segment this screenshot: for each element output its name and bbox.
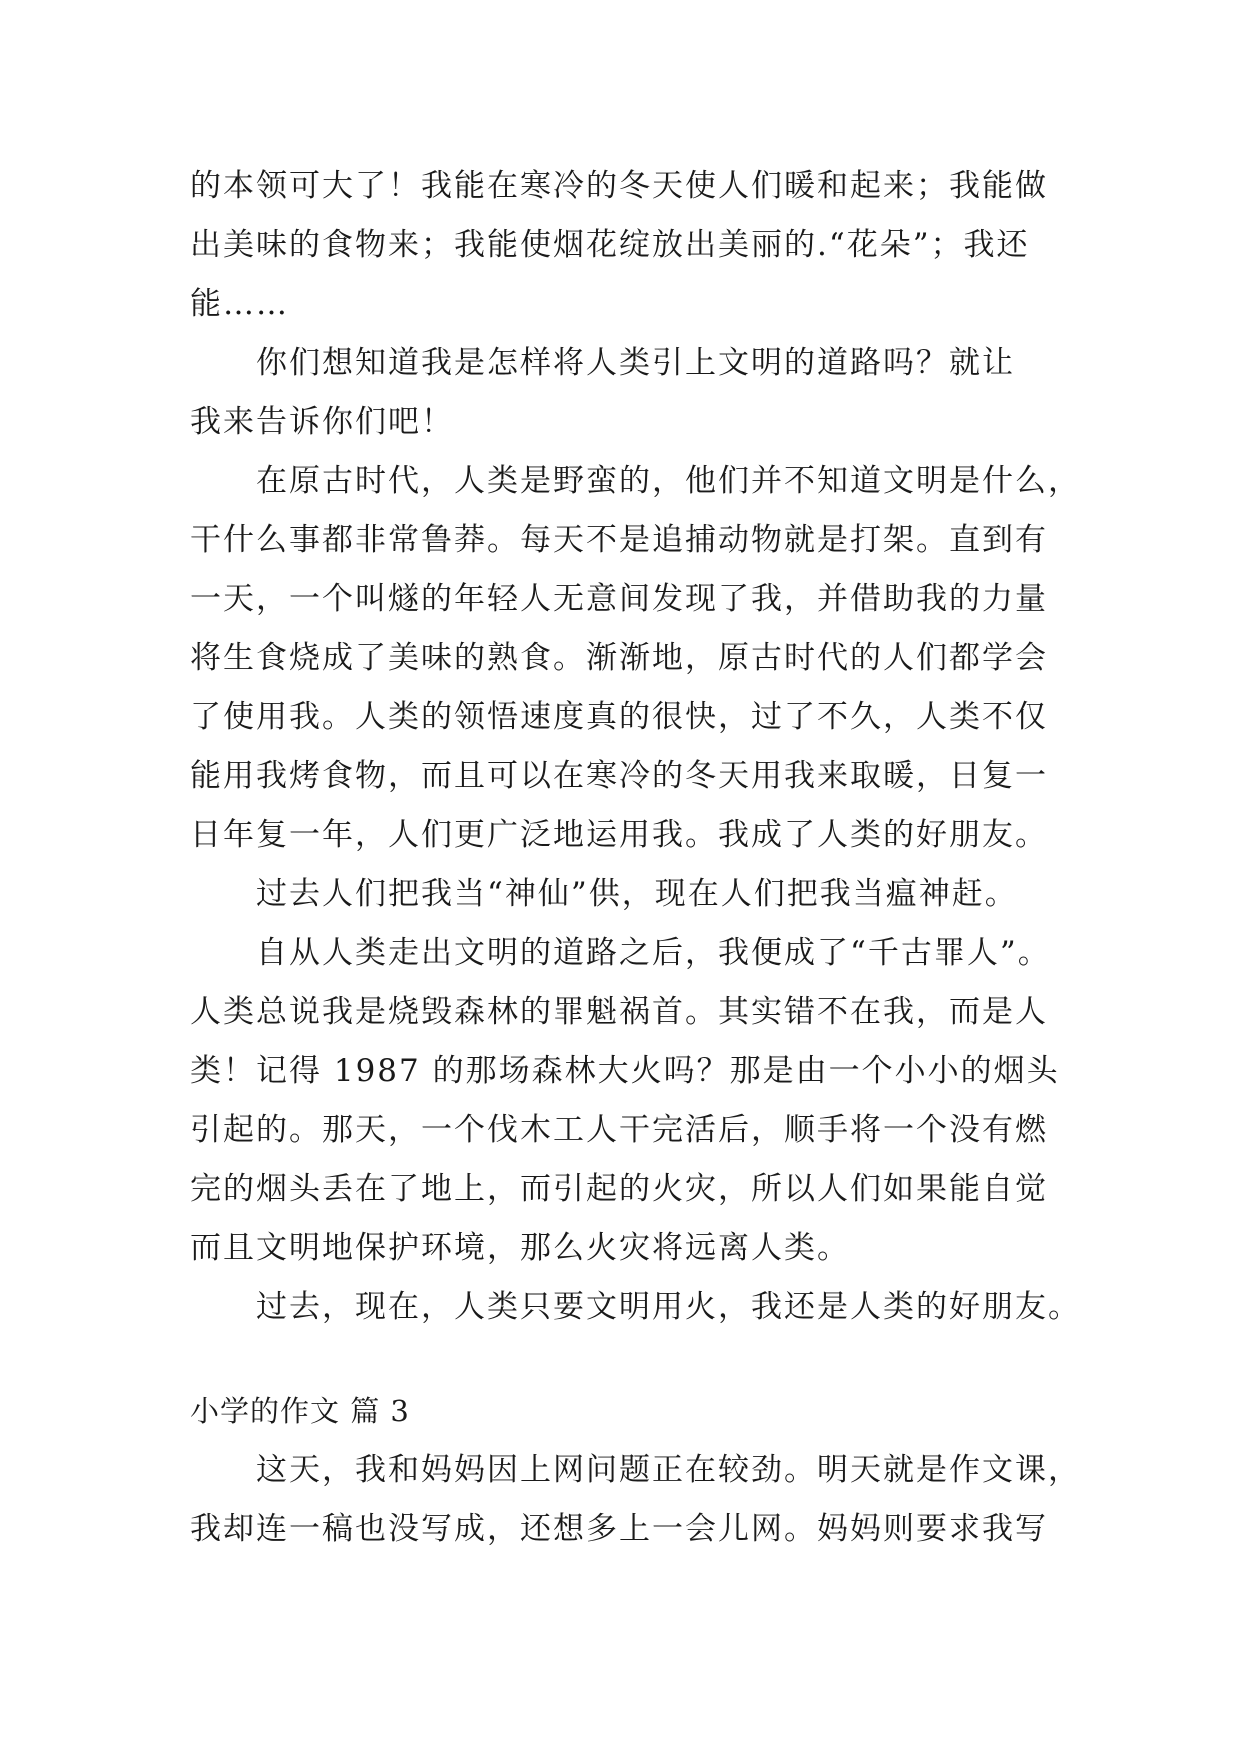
paragraph-start-line: 你们想知道我是怎样将人类引上文明的道路吗？就让 [256,345,1015,381]
section-heading: 小学的作文 篇 3 [190,1394,410,1428]
paragraph-start-line: 过去，现在，人类只要文明用火，我还是人类的好朋友。 [256,1289,1081,1325]
text-line: 而且文明地保护环境，那么火灾将远离人类。 [190,1230,850,1266]
text-line: 了使用我。人类的领悟速度真的很快，过了不久，人类不仅 [190,699,1048,735]
paragraph-start-line: 这天，我和妈妈因上网问题正在较劲。明天就是作文课， [256,1452,1081,1488]
paragraph-start-line: 自从人类走出文明的道路之后，我便成了“千古罪人”。 [256,935,1051,971]
text-line: 能用我烤食物，而且可以在寒冷的冬天用我来取暖，日复一 [190,758,1048,794]
text-line: 的本领可大了！我能在寒冷的冬天使人们暖和起来；我能做 [190,168,1048,204]
paragraph-start-line: 过去人们把我当“神仙”供，现在人们把我当瘟神赶。 [256,876,1018,912]
text-line: 将生食烧成了美味的熟食。渐渐地，原古时代的人们都学会 [190,640,1048,676]
text-line: 人类总说我是烧毁森林的罪魁祸首。其实错不在我，而是人 [190,994,1048,1030]
text-line: 出美味的食物来；我能使烟花绽放出美丽的.“花朵”；我还 [190,227,1030,263]
text-line: 我却连一稿也没写成，还想多上一会儿网。妈妈则要求我写 [190,1511,1048,1547]
text-line: 日年复一年，人们更广泛地运用我。我成了人类的好朋友。 [190,817,1048,853]
text-line: 能…… [190,286,289,322]
text-line: 我来告诉你们吧！ [190,404,454,440]
text-line: 引起的。那天，一个伐木工人干完活后，顺手将一个没有燃 [190,1112,1048,1148]
text-line: 完的烟头丢在了地上，而引起的火灾，所以人们如果能自觉 [190,1171,1048,1207]
paragraph-start-line: 在原古时代，人类是野蛮的，他们并不知道文明是什么， [256,463,1081,499]
text-line: 干什么事都非常鲁莽。每天不是追捕动物就是打架。直到有 [190,522,1048,558]
text-line: 类！记得 1987 的那场森林大火吗？那是由一个小小的烟头 [190,1053,1060,1089]
text-line: 一天，一个叫燧的年轻人无意间发现了我，并借助我的力量 [190,581,1048,617]
